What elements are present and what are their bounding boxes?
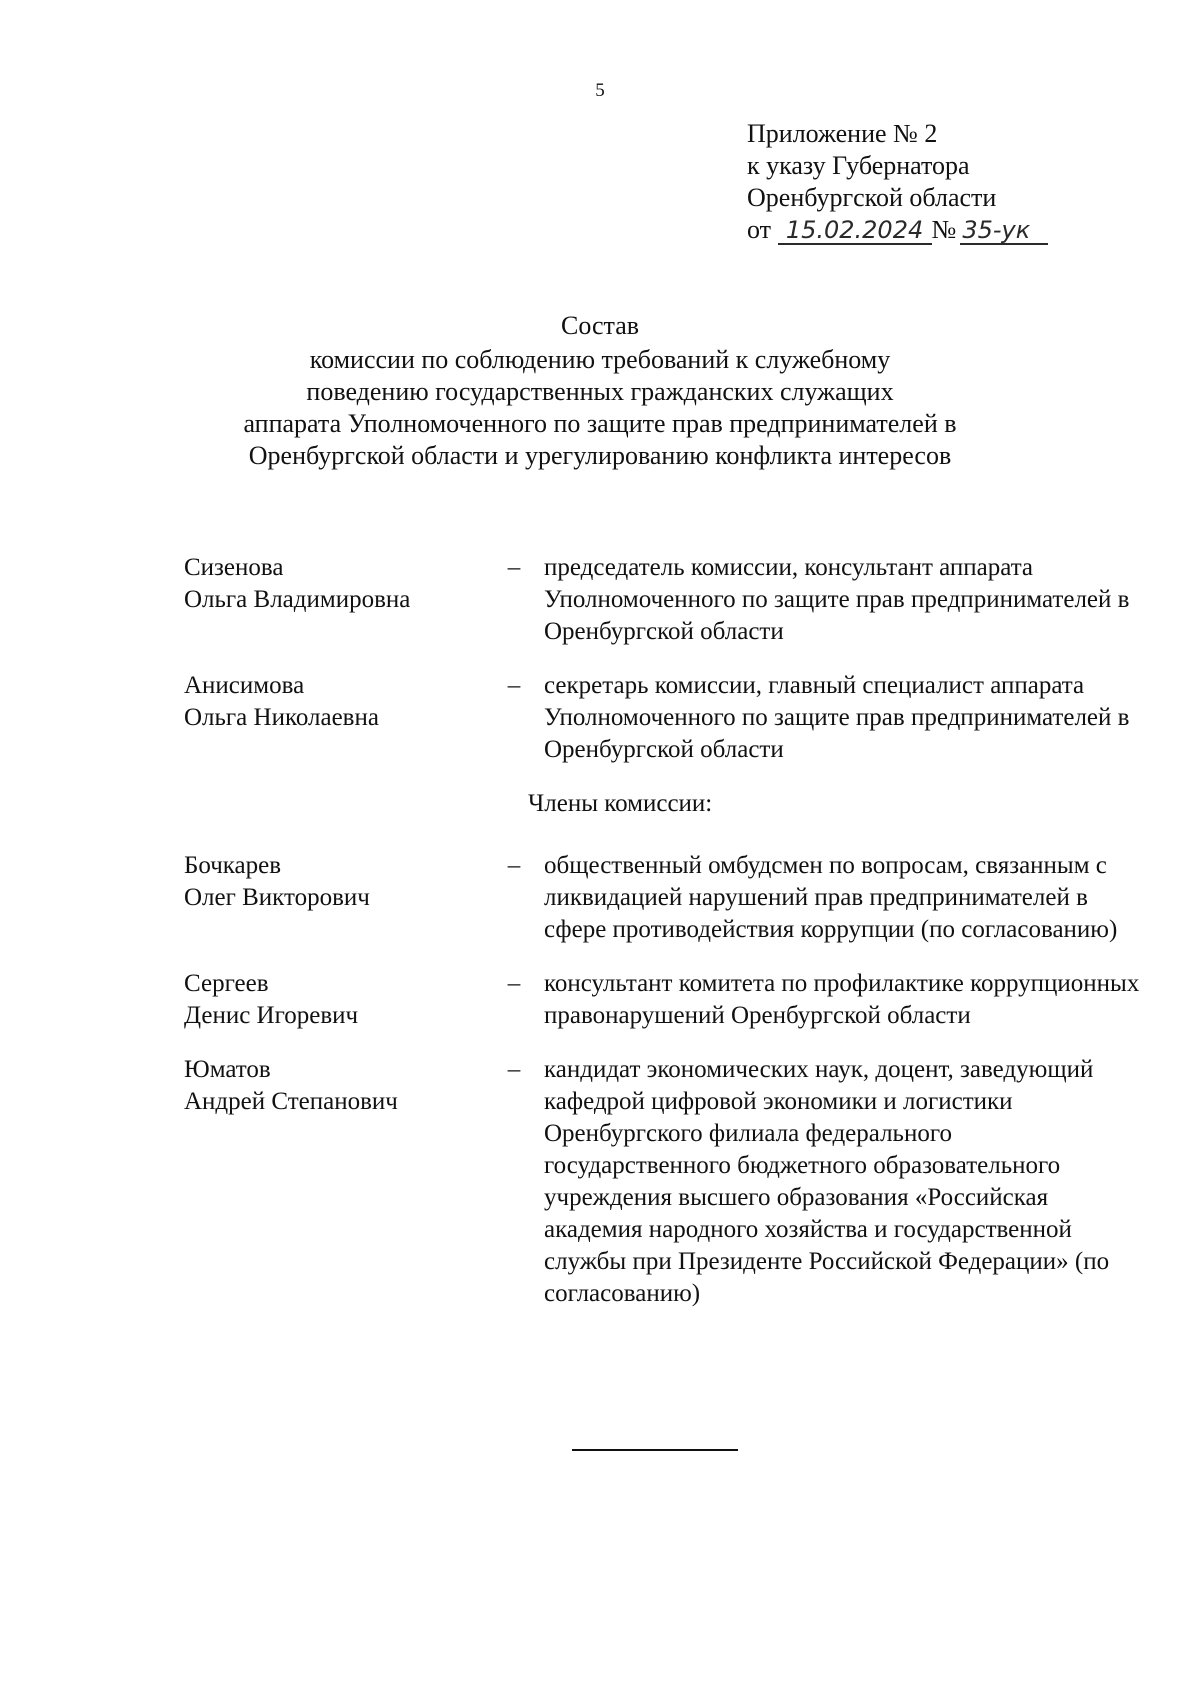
member-surname: Юматов [184,1056,271,1083]
page-number: 5 [595,80,605,101]
document-title [150,310,1050,472]
member-surname: Сергеев [184,970,269,997]
title-line: комиссии по соблюдению требований к служебному [309,345,891,374]
appendix-header [747,118,1048,246]
date-prefix: от [747,215,772,244]
member-surname: Анисимова [184,672,305,699]
appendix-line-3: Оренбургской области [747,183,997,212]
dash: – [507,970,521,997]
title-line: поведению государственных гражданских служащих [306,377,894,406]
appendix-date-line [747,214,1048,246]
appendix-line-1: Приложение № 2 [747,119,938,148]
member-name [184,1054,484,1310]
members-heading: Члены комиссии: [528,790,713,817]
member-name [184,850,484,946]
commission-list [184,552,1144,1332]
member-given-name: Ольга Владимировна [184,586,411,613]
handwritten-date: 15.02.2024 [778,217,932,245]
chair-row [184,552,1144,648]
dash: – [507,672,521,699]
dash: – [507,1056,521,1083]
title-line: Оренбургской области и урегулированию конфликта интересов [248,441,952,470]
member-given-name: Ольга Николаевна [184,704,379,731]
member-surname: Бочкарев [184,852,282,879]
member-description: кандидат экономических наук, доцент, заведующий кафедрой цифровой экономики и логистики Оренбургского филиала федерального государственного бюджетного образовательного учреждения высшего образования «Российская академия народного хозяйства и государственной службы при Президенте Российской Федерации» (по согласованию) [544,1056,1110,1307]
member-name [184,968,484,1032]
member-row [184,968,1144,1032]
handwritten-number: 35-ук [960,217,1048,245]
member-name [184,552,484,648]
member-row [184,1054,1144,1310]
title-heading: Состав [560,311,640,340]
member-name [184,670,484,766]
member-row [184,850,1144,946]
end-rule [572,1449,738,1451]
member-description: секретарь комиссии, главный специалист аппарата Уполномоченного по защите прав предпринимателей в Оренбургской области [544,672,1130,763]
member-surname: Сизенова [184,554,284,581]
dash: – [507,852,521,879]
member-description: председатель комиссии, консультант аппарата Уполномоченного по защите прав предпринимателей в Оренбургской области [544,554,1130,645]
secretary-row [184,670,1144,766]
member-description: консультант комитета по профилактике коррупционных правонарушений Оренбургской области [544,970,1140,1029]
appendix-line-2: к указу Губернатора [747,151,970,180]
member-given-name: Андрей Степанович [184,1088,398,1115]
title-line: аппарата Уполномоченного по защите прав предпринимателей в [243,409,957,438]
member-given-name: Денис Игоревич [184,1002,359,1029]
member-given-name: Олег Викторович [184,884,370,911]
member-description: общественный омбудсмен по вопросам, связанным с ликвидацией нарушений прав предпринимателей в сфере противодействия коррупции (по согласованию) [544,852,1118,943]
number-prefix: № [931,215,957,244]
dash: – [507,554,521,581]
